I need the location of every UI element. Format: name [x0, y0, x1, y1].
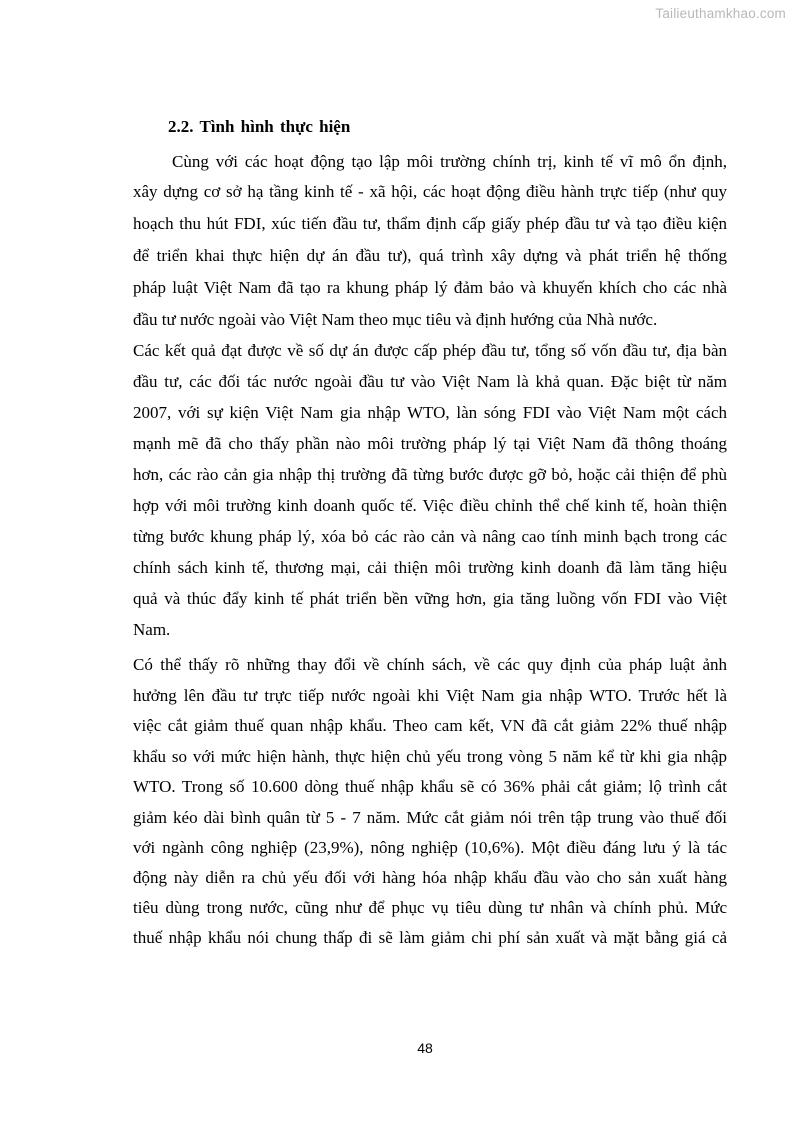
text-line: giảm kéo dài bình quân từ 5 - 7 năm. Mức cắt giảm nói trên tập trung vào thuế đối	[133, 808, 727, 827]
text-line: tiêu dùng trong nước, cũng như để phục vụ tiêu dùng tư nhân và chính phủ. Mức	[133, 898, 727, 917]
text-line: pháp luật Việt Nam đã tạo ra khung pháp lý đảm bảo và khuyến khích cho các nhà	[133, 278, 727, 297]
section-title: 2.2. Tình hình thực hiện	[168, 117, 351, 136]
text-line: hơn, các rào cản gia nhập thị trường đã từng bước được gỡ bỏ, hoặc cải thiện để phù	[133, 465, 727, 484]
text-line: xây dựng cơ sở hạ tầng kinh tế - xã hội, các hoạt động điều hành trực tiếp (như quy	[133, 182, 727, 201]
text-line: với ngành công nghiệp (23,9%), nông nghiệp (10,6%). Một điều đáng lưu ý là tác	[133, 838, 727, 857]
text-line: Nam.	[133, 620, 171, 639]
text-line: khẩu so với mức hiện hành, thực hiện chủ yếu trong vòng 5 năm kể từ khi gia nhập	[133, 747, 727, 766]
page-number: 48	[417, 1040, 433, 1056]
text-line: hưởng lên đầu tư trực tiếp nước ngoài khi Việt Nam gia nhập WTO. Trước hết là	[133, 686, 727, 705]
text-line: động này diễn ra chủ yếu đối với hàng hóa nhập khẩu đầu vào cho sản xuất hàng	[133, 868, 727, 887]
watermark: Tailieuthamkhao.com	[655, 6, 786, 21]
text-line: chính sách kinh tế, thương mại, cải thiện môi trường kinh doanh đã làm tăng hiệu	[133, 558, 727, 577]
text-line: từng bước khung pháp lý, xóa bỏ các rào cản và nâng cao tính minh bạch trong các	[133, 527, 727, 546]
text-line: hợp với môi trường kinh doanh quốc tế. Việc điều chỉnh thể chế kinh tế, hoàn thiện	[133, 496, 727, 515]
text-line: 2007, với sự kiện Việt Nam gia nhập WTO, làn sóng FDI vào Việt Nam một cách	[133, 403, 727, 422]
text-line: Các kết quả đạt được về số dự án được cấp phép đầu tư, tổng số vốn đầu tư, địa bàn	[133, 341, 727, 360]
text-line: đầu tư, các đối tác nước ngoài đầu tư vào Việt Nam là khả quan. Đặc biệt từ năm	[133, 372, 727, 391]
text-line: mạnh mẽ đã cho thấy phần nào môi trường pháp lý tại Việt Nam đã thông thoáng	[133, 434, 727, 453]
text-line: đầu tư nước ngoài vào Việt Nam theo mục tiêu và định hướng của Nhà nước.	[133, 310, 658, 329]
text-line: thuế nhập khẩu nói chung thấp đi sẽ làm giảm chi phí sản xuất và mặt bằng giá cả	[133, 928, 727, 947]
text-line: WTO. Trong số 10.600 dòng thuế nhập khẩu sẽ có 36% phải cắt giảm; lộ trình cắt	[133, 777, 727, 796]
text-line: hoạch thu hút FDI, xúc tiến đầu tư, thẩm định cấp giấy phép đầu tư và tạo điều kiện	[133, 214, 727, 233]
text-line: Cùng với các hoạt động tạo lập môi trường chính trị, kinh tế vĩ mô ổn định,	[172, 152, 727, 171]
text-line: để triển khai thực hiện dự án đầu tư), quá trình xây dựng và phát triển hệ thống	[133, 246, 727, 265]
text-line: quả và thúc đẩy kinh tế phát triển bền vững hơn, gia tăng luồng vốn FDI vào Việt	[133, 589, 727, 608]
text-line: Có thể thấy rõ những thay đổi về chính sách, về các quy định của pháp luật ảnh	[133, 655, 727, 674]
text-line: việc cắt giảm thuế quan nhập khẩu. Theo cam kết, VN đã cắt giảm 22% thuế nhập	[133, 716, 727, 735]
